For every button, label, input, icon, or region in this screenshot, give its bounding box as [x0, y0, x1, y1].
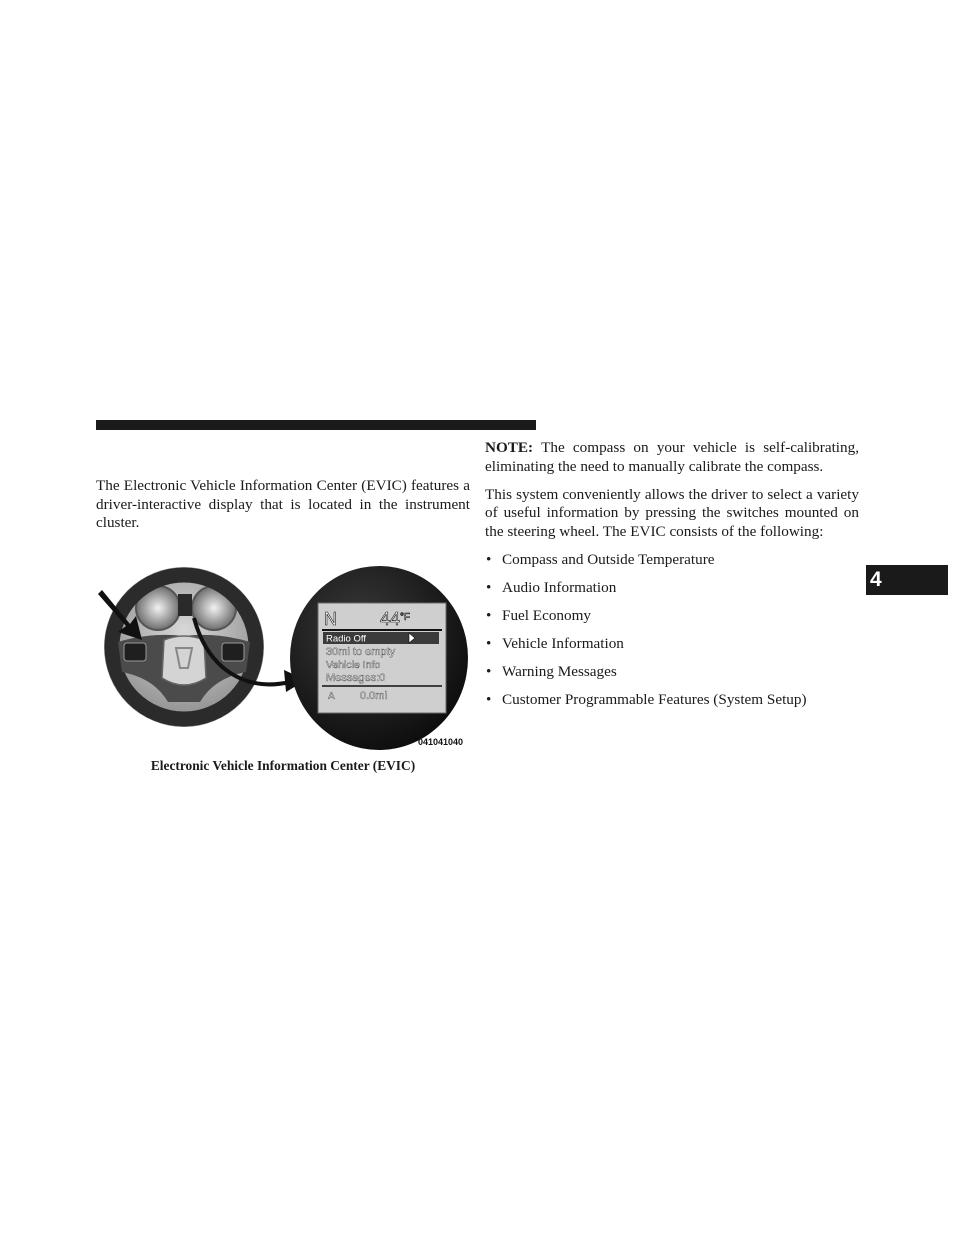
left-column	[96, 477, 470, 533]
right-switch-cluster	[222, 643, 244, 661]
list-item: • Fuel Economy	[486, 606, 592, 624]
note-label: NOTE:	[485, 439, 534, 456]
menu-item-vehicle-info: Vehicle Info	[326, 659, 381, 671]
list-item: • Compass and Outside Temperature	[486, 550, 715, 568]
list-item: • Warning Messages	[486, 662, 617, 680]
figure-code: 041041040	[418, 737, 464, 747]
list-item: • Vehicle Information	[486, 634, 624, 652]
note-text: The compass on your vehicle is self-calibrating, eliminating the need to manually calibrate the compass.	[485, 439, 859, 475]
chapter-tab: 4	[866, 565, 948, 595]
list-item: • Customer Programmable Features (System Setup)	[486, 690, 807, 708]
menu-item-radio-off: Radio Off	[326, 633, 366, 645]
steering-hub	[162, 636, 206, 685]
bullet-icon: •	[486, 578, 492, 596]
left-switch-cluster	[124, 643, 146, 661]
outside-temperature: $44^{^\circ F}$	[380, 609, 411, 629]
right-column	[485, 439, 859, 719]
trip-value: 0.0mi	[360, 690, 387, 702]
compass-heading: N	[324, 609, 337, 629]
feature-list	[485, 551, 859, 710]
bullet-icon: •	[486, 690, 492, 708]
section-header-bar	[96, 420, 536, 430]
bullet-icon: •	[486, 606, 492, 624]
bullet-icon: •	[486, 634, 492, 652]
bullet-icon: •	[486, 550, 492, 568]
menu-item-messages: Messages:0	[326, 672, 386, 684]
intro-paragraph: The Electronic Vehicle Information Center (EVIC) features a driver-interactive display that is located in the instrument cluster.	[96, 477, 470, 531]
menu-item-range: 30mi to empty	[326, 646, 396, 658]
center-display	[178, 594, 192, 616]
list-item: • Audio Information	[486, 578, 617, 596]
steering-wheel-photo	[98, 567, 264, 727]
bullet-icon: •	[486, 662, 492, 680]
system-paragraph: This system conveniently allows the driver to select a variety of useful information by pressing the switches mounted on the steering wheel. The EVIC consists of the following:	[485, 485, 859, 540]
note-paragraph	[485, 439, 859, 476]
figure-caption: Electronic Vehicle Information Center (EVIC)	[150, 758, 416, 773]
evic-display-zoom	[290, 566, 468, 750]
evic-figure	[96, 560, 470, 750]
trip-label: A	[328, 691, 335, 702]
